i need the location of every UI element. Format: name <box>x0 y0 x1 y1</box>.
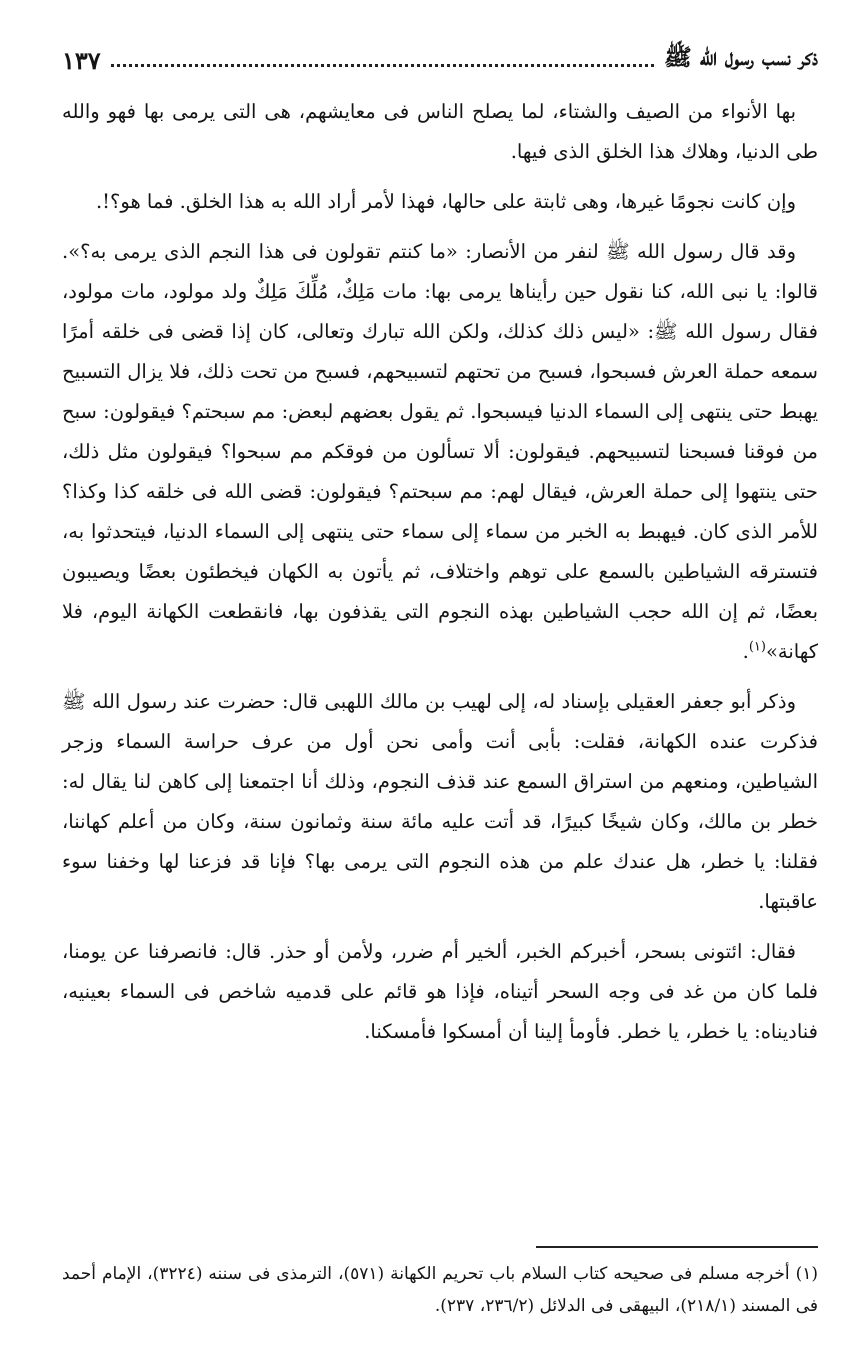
paragraph <box>62 92 818 172</box>
paragraph-text: بها الأنواء من الصيف والشتاء، لما يصلح الناس فى معايشهم، هى التى يرمى بها فهو والله طى الدنيا، وهلاك هذا الخلق الذى فيها. <box>62 100 818 163</box>
footnotes <box>62 1258 818 1322</box>
paragraph <box>62 182 818 222</box>
paragraph-text: فقال: ائتونى بسحر، أخبركم الخبر، ألخير أم ضرر، ولأمن أو حذر. قال: فانصرفنا عن يومنا، فلما كان من غد فى وجه السحر أتيناه، فإذا هو قائم على قدميه شاخص فى السماء بعينيه، فناديناه: يا خطر، يا خطر. فأومأ إلينا أن أمسكوا فأمسكنا. <box>62 940 818 1043</box>
running-header <box>62 40 818 80</box>
paragraph <box>62 682 818 922</box>
footnote <box>62 1258 818 1322</box>
main-text <box>62 92 818 1062</box>
paragraph <box>62 932 818 1052</box>
header-dot-leader <box>111 64 654 67</box>
chapter-title: ذكر نسب رسول الله ﷺ <box>663 44 818 71</box>
paragraph-text: وإن كانت نجومًا غيرها، وهى ثابتة على حالها، فهذا لأمر أراد الله به هذا الخلق. فما هو؟!. <box>95 190 796 213</box>
page-number: ١٣٧ <box>62 45 101 75</box>
paragraph-text: وقد قال رسول الله ﷺ لنفر من الأنصار: «ما كنتم تقولون فى هذا النجم الذى يرمى به؟». قالوا: يا نبى الله، كنا نقول حين رأيناها يرمى بها: مات مَلِكٌ، مُلِّكَ مَلِكٌ ولد مولود، مات مولود، فقال رسول الله ﷺ: «ليس ذلك كذلك، ولكن الله تبارك وتعالى، كان إذا قضى فى خلقه أمرًا سمعه حملة العرش فسبحوا، فسبح من تحتهم لتسبيحهم، فسبح من تحت ذلك، فلا يزال التسبيح يهبط حتى ينتهى إلى السماء الدنيا فيسبحوا. ثم يقول بعضهم لبعض: مم سبحتم؟ فيقولون: سبح من فوقنا فسبحنا لتسبيحهم. فيقولون: ألا تسألون من فوقكم مم سبحوا؟ فيقولون مثل ذلك، حتى ينتهوا إلى حملة العرش، فيقال لهم: مم سبحتم؟ فيقولون: قضى الله فى خلقه كذا وكذا؟ للأمر الذى كان. فيهبط به الخبر من سماء إلى سماء حتى ينتهى إلى السماء الدنيا، فيتحدثوا به، فتسترقه الشياطين بالسمع على توهم واختلاف، ثم يأتون به الكهان فيخطئون بعضًا ويصيبون بعضًا، ثم إن الله حجب الشياطين بهذه النجوم التى يقذفون بها، فانقطعت الكهانة اليوم، فلا كهانة» <box>62 240 818 663</box>
footnote-reference: (١) <box>748 639 766 655</box>
paragraph-text: وذكر أبو جعفر العقيلى بإسناد له، إلى لهيب بن مالك اللهبى قال: حضرت عند رسول الله ﷺ فذكرت عنده الكهانة، فقلت: بأبى أنت وأمى نحن أول من عرف حراسة السماء وزجر الشياطين، ومنعهم من استراق السمع عند قذف النجوم، وذلك أنا اجتمعنا إلى كاهن لنا يقال له: خطر بن مالك، وكان شيخًا كبيرًا، قد أتت عليه مائة سنة وثمانون سنة، وكان من أعلم كهاننا، فقلنا: يا خطر، هل عندك علم من هذه النجوم التى يرمى بها؟ فإنا قد فزعنا لها وخفنا سوء عاقبتها. <box>62 690 818 913</box>
paragraph-tail: . <box>742 640 749 663</box>
footnote-separator <box>536 1246 818 1248</box>
paragraph <box>62 232 818 672</box>
footnote-text: (١) أخرجه مسلم فى صحيحه كتاب السلام باب تحريم الكهانة (٥٧١)، الترمذى فى سننه (٣٢٢٤)، الإمام أحمد فى المسند (٢١٨/١)، البيهقى فى الدلائل (٢٣٦/٢، ٢٣٧). <box>62 1264 819 1316</box>
